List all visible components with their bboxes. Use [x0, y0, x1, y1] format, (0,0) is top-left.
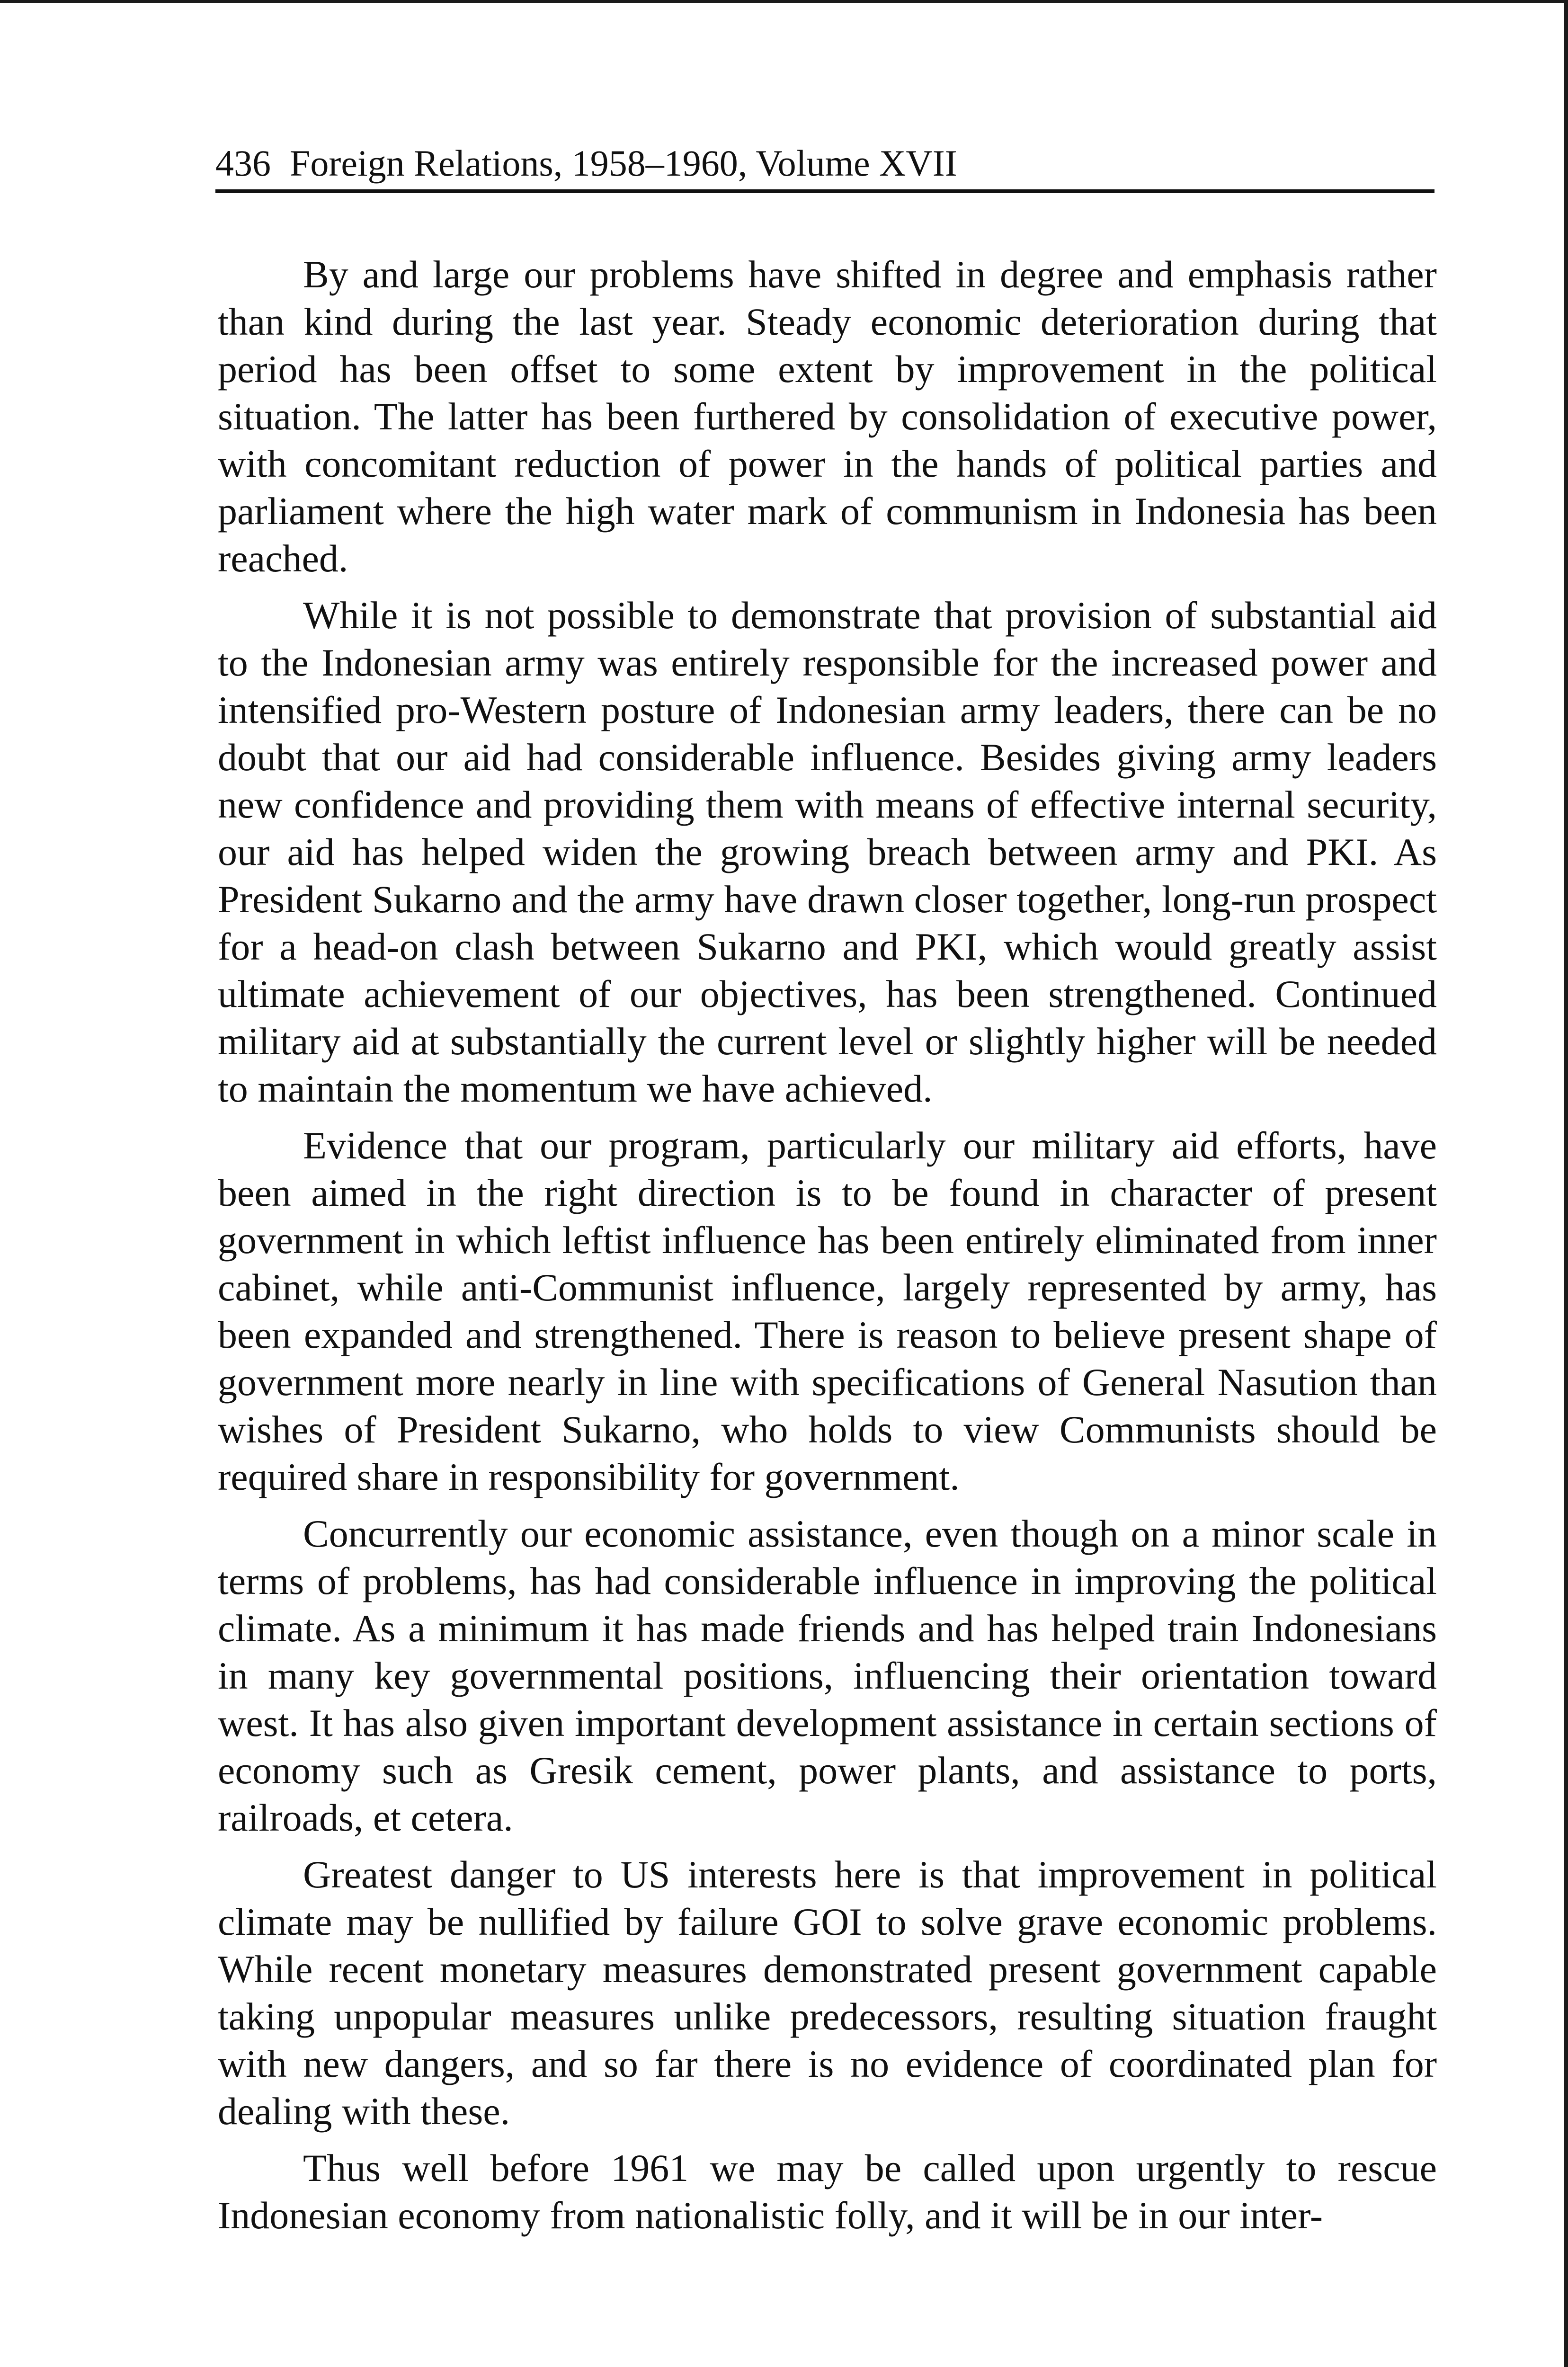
header-rule — [215, 189, 1434, 193]
paragraph-3: Evidence that our program, particularly our military aid efforts, have been aimed in the right direction is to be found in character of present government in which leftist influence has been entirely eliminated from inner cabinet, while anti-Communist influence, largely represented by army, has been expanded and strengthened. There is reason to believe present shape of government more nearly in line with specifications of General Nasution than wishes of President Sukarno, who holds to view Communists should be required share in responsibility for government. — [218, 1124, 1437, 1498]
paragraph-4: Concurrently our economic assistance, even though on a minor scale in terms of problems, has had considerable influence in improving the political climate. As a minimum it has made friends and has helped train Indonesians in many key governmental positions, influencing their orientation toward west. It has also given important development assistance in certain sections of economy such as Gresik cement, power plants, and assistance to ports, railroads, et cetera. — [218, 1512, 1437, 1839]
paragraph-2: While it is not possible to demonstrate that provision of substantial aid to the Indonesian army was entirely responsible for the increased power and intensified pro-Western posture of Indonesian army leaders, there can be no doubt that our aid had considerable influence. Besides giving army leaders new confidence and providing them with means of effective internal security, our aid has helped widen the growing breach between army and PKI. As President Sukarno and the army have drawn closer together, long-run prospect for a head-on clash between Sukarno and PKI, which would greatly assist ultimate achievement of our objectives, has been strengthened. Continued military aid at substantially the current level or slightly higher will be needed to maintain the momentum we have achieved. — [218, 594, 1437, 1110]
paragraph-1: By and large our problems have shifted in degree and emphasis rather than kind during the last year. Steady economic deterioration during that period has been offset to some extent by improvement in the political situation. The latter has been furthered by consolidation of executive power, with concomitant reduction of power in the hands of political parties and parliament where the high water mark of communism in Indonesia has been reached. — [218, 253, 1437, 580]
publication-title: Foreign Relations, 1958–1960, Volume XVII — [290, 142, 957, 184]
running-header — [215, 137, 1434, 189]
paragraph-6: Thus well before 1961 we may be called upon urgently to rescue Indonesian economy from nationalistic folly, and it will be in our inter- — [218, 2146, 1437, 2237]
body-text — [218, 251, 1437, 2249]
page-number: 436 — [215, 142, 271, 184]
paragraph-5: Greatest danger to US interests here is that improvement in political climate may be nullified by failure GOI to solve grave economic problems. While recent monetary measures demonstrated present government capable taking unpopular measures unlike predecessors, resulting situation fraught with new dangers, and so far there is no evidence of coordinated plan for dealing with these. — [218, 1853, 1437, 2133]
scan-edge-right — [1564, 0, 1568, 2367]
scan-edge-top — [0, 0, 1568, 3]
